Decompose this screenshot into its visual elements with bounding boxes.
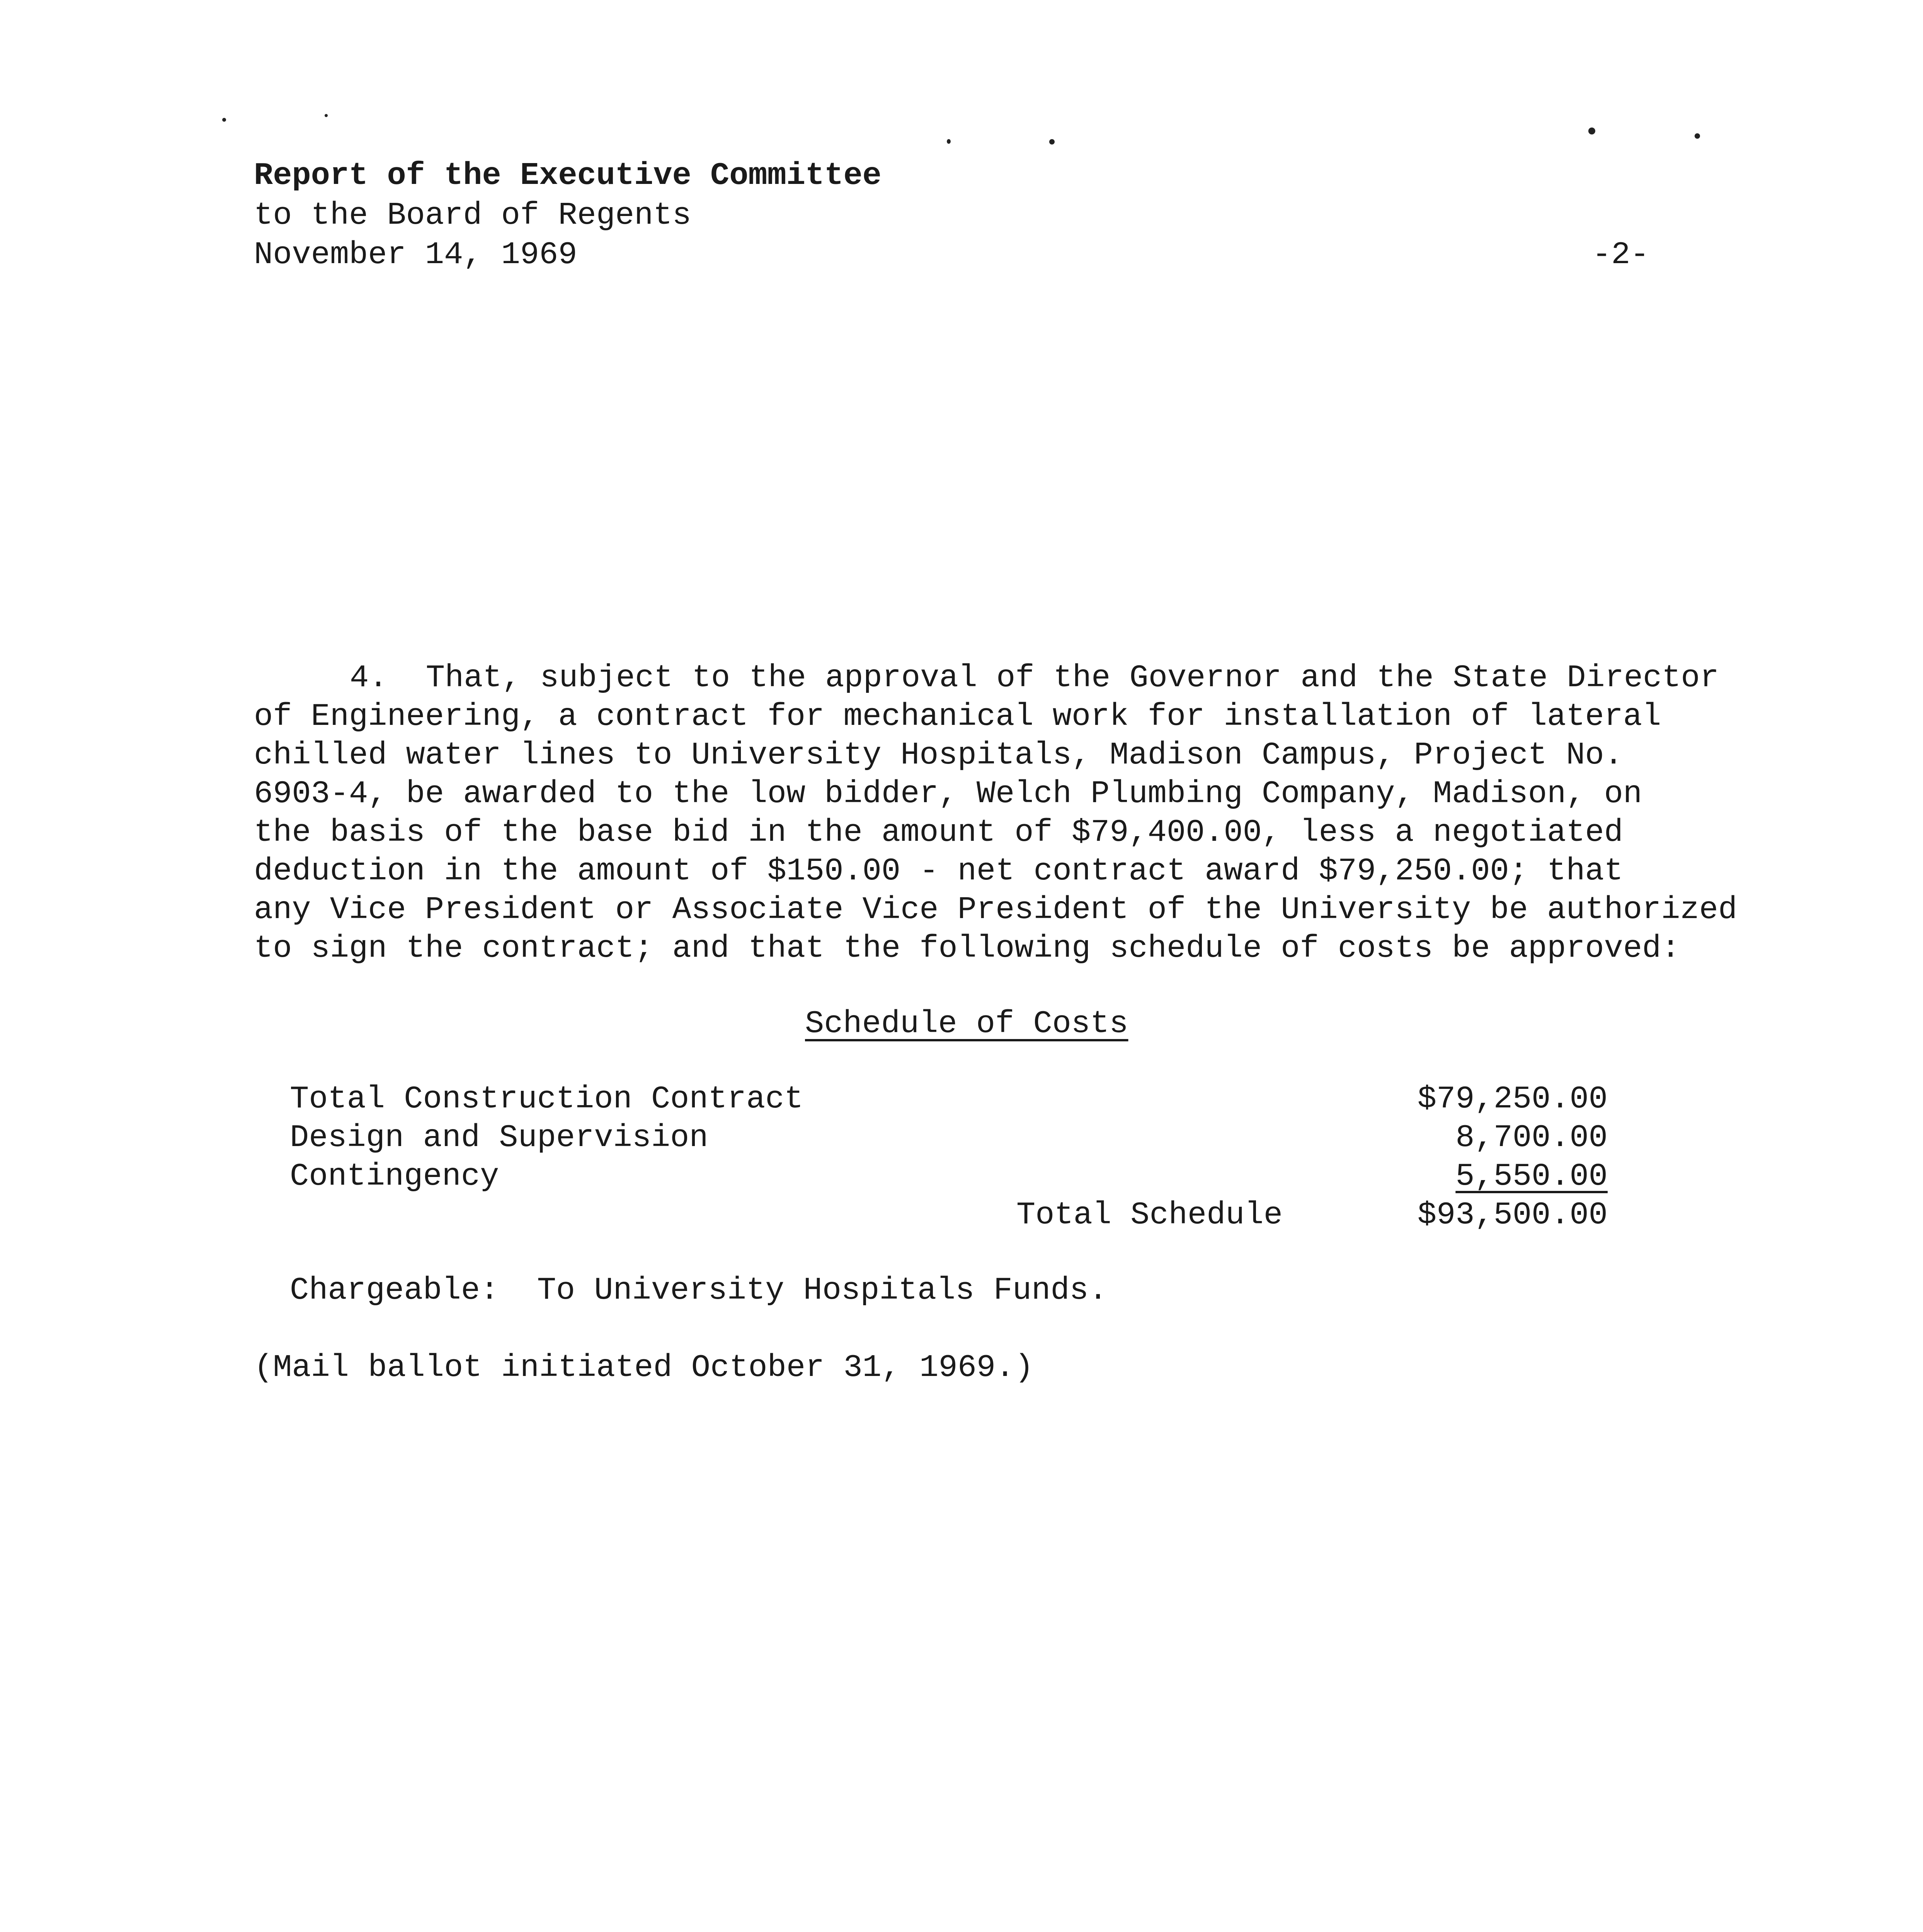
schedule-total-amount: $93,500.00 [1417, 1197, 1608, 1233]
schedule-item-label: Contingency [290, 1158, 499, 1194]
header-date: November 14, 1969 [254, 237, 577, 273]
schedule-item-amount: 5,550.00 [1455, 1158, 1608, 1194]
scan-speck [325, 114, 328, 117]
paragraph-line: to sign the contract; and that the following schedule of costs be approved: [254, 930, 1680, 966]
page-number: -2- [1592, 237, 1649, 273]
scan-speck [1588, 128, 1595, 134]
schedule-item-label: Design and Supervision [290, 1120, 708, 1156]
paragraph-line: the basis of the base bid in the amount of $79,400.00, less a negotiated [254, 815, 1623, 850]
schedule-item-label: Total Construction Contract [290, 1081, 803, 1117]
scan-speck [1049, 139, 1055, 145]
paragraph-line: 6903-4, be awarded to the low bidder, Welch Plumbing Company, Madison, on [254, 776, 1642, 812]
mail-ballot-note: (Mail ballot initiated October 31, 1969.) [254, 1350, 1034, 1386]
header-title-line1: Report of the Executive Committee [254, 158, 882, 194]
paragraph-line: of Engineering, a contract for mechanical work for installation of lateral [254, 699, 1661, 735]
paragraph-line: any Vice President or Associate Vice President of the University be authorized [254, 892, 1738, 928]
header-title-line2: to the Board of Regents [254, 197, 691, 233]
schedule-item-amount: 8,700.00 [1455, 1120, 1608, 1156]
paragraph-line: chilled water lines to University Hospitals, Madison Campus, Project No. [254, 737, 1623, 773]
scan-speck [1695, 133, 1700, 139]
paragraph-line: 4. That, subject to the approval of the Governor and the State Director [350, 660, 1719, 696]
scan-speck [947, 139, 951, 144]
schedule-title: Schedule of Costs [805, 1006, 1128, 1042]
schedule-item-amount: $79,250.00 [1417, 1081, 1608, 1117]
schedule-total-label: Total Schedule [1016, 1197, 1283, 1233]
chargeable-note: Chargeable: To University Hospitals Funds. [290, 1272, 1108, 1308]
paragraph-line: deduction in the amount of $150.00 - net contract award $79,250.00; that [254, 853, 1623, 889]
scan-speck [222, 118, 226, 122]
